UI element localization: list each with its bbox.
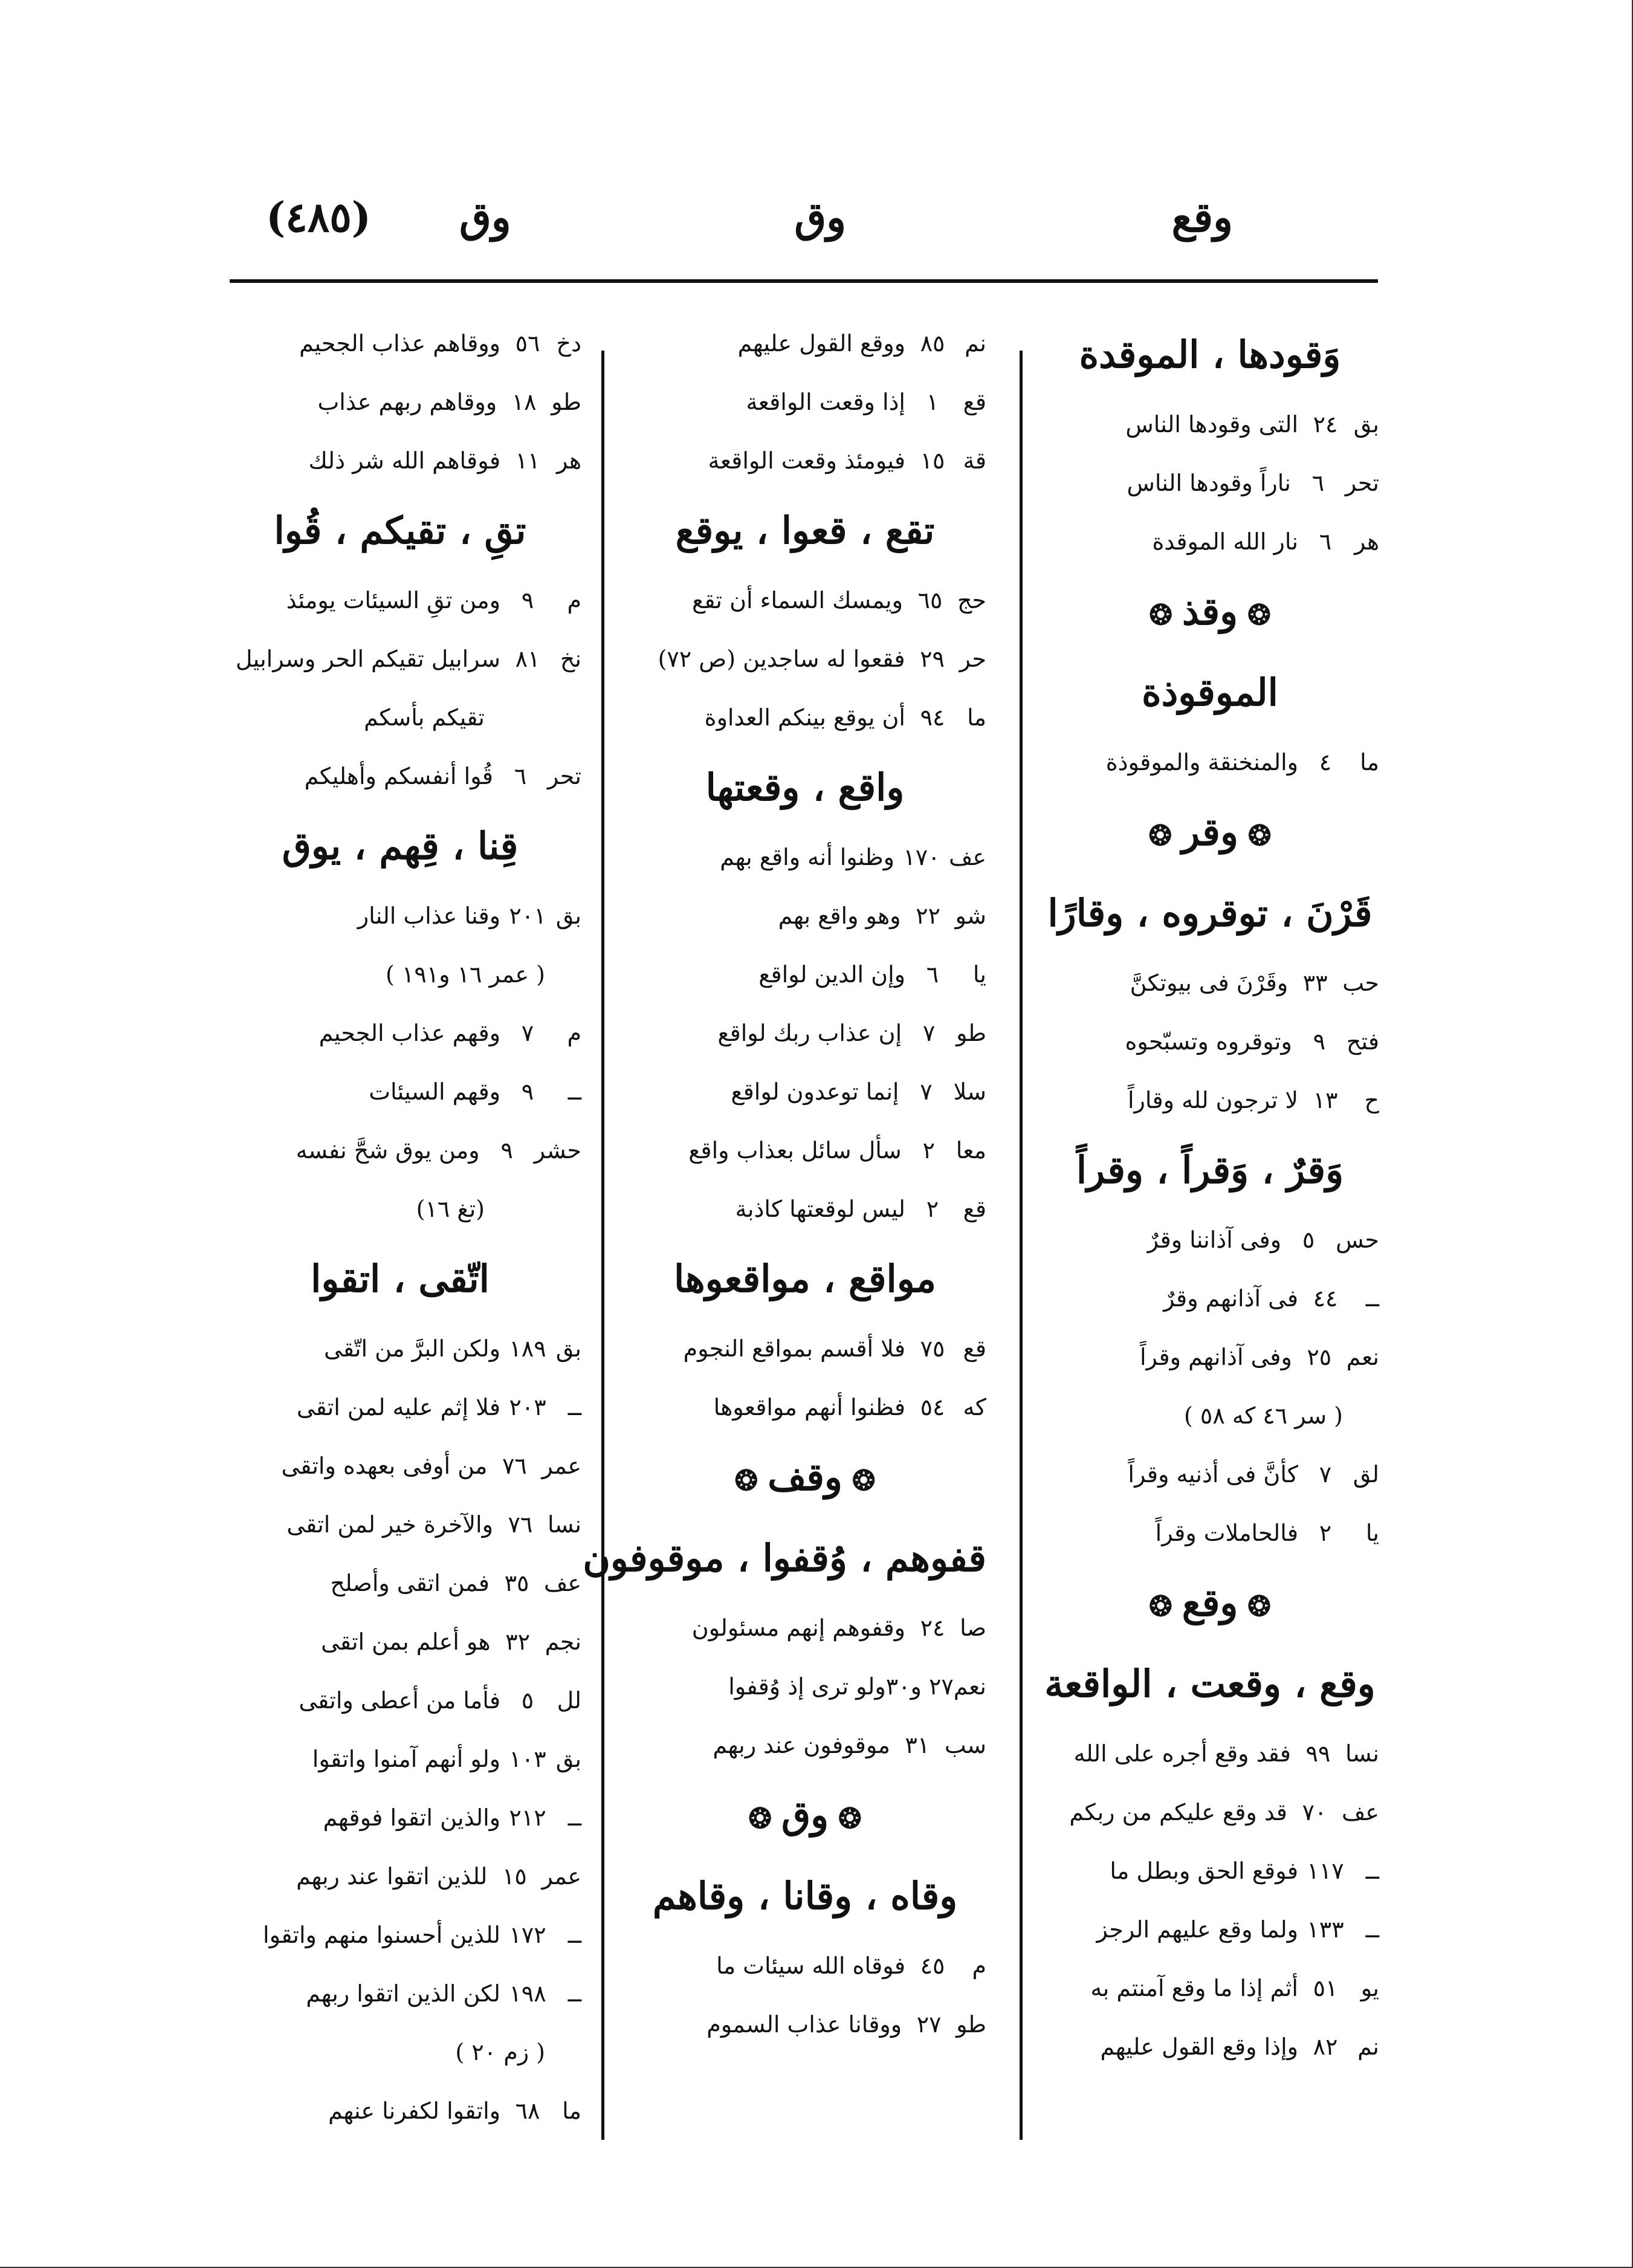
verse-number: ٧٥ bbox=[920, 1335, 945, 1362]
index-entry bbox=[624, 887, 986, 945]
index-entry bbox=[624, 945, 986, 1004]
surah-abbrev: ــ bbox=[568, 1394, 581, 1421]
verse-number: ٥٦ bbox=[515, 330, 540, 357]
surah-abbrev: قع bbox=[963, 1335, 986, 1362]
cross-reference-note: ( عمر ١٦ و١٩١ ) bbox=[386, 961, 545, 988]
verse-number: ١٣ bbox=[1313, 1087, 1338, 1113]
verse-number: ٦ bbox=[1311, 470, 1325, 496]
entry-text: ولو ترى إذ وُقفوا bbox=[728, 1673, 886, 1700]
ornament-icon: ❂ bbox=[1238, 819, 1272, 852]
surah-abbrev: عمر bbox=[542, 1863, 581, 1890]
verse-number: ٢٤ bbox=[1313, 411, 1338, 438]
entry-text: وقنا عذاب النار bbox=[357, 902, 500, 929]
index-entry bbox=[1041, 1211, 1379, 1269]
surah-abbrev: نم bbox=[965, 330, 986, 357]
surah-abbrev: حس bbox=[1336, 1226, 1379, 1253]
surah-abbrev: ح bbox=[1364, 1087, 1379, 1113]
index-entry bbox=[1041, 395, 1379, 454]
entry-text: ولو أنهم آمنوا واتقوا bbox=[312, 1746, 500, 1772]
index-entry bbox=[219, 432, 581, 490]
surah-abbrev: فتح bbox=[1346, 1028, 1379, 1055]
index-entry bbox=[624, 373, 986, 432]
entry-text: والمنخنقة والموقوذة bbox=[1105, 749, 1298, 776]
entry-text: فالحاملات وقراً bbox=[1155, 1520, 1298, 1546]
surah-abbrev: ــ bbox=[1365, 1858, 1379, 1884]
verse-number: ٩٩ bbox=[1305, 1740, 1331, 1767]
verse-number: ٨٢ bbox=[1313, 2033, 1338, 2060]
word-heading: مواقع ، مواقعوها bbox=[674, 1257, 936, 1301]
ornament-icon: ❂ bbox=[1238, 598, 1271, 631]
word-heading: اتّقى ، اتقوا bbox=[311, 1257, 490, 1301]
verse-number: ١١٧ bbox=[1307, 1858, 1344, 1884]
verse-number: ٧ bbox=[920, 1078, 933, 1105]
index-entry bbox=[219, 373, 581, 432]
column-divider-left bbox=[601, 351, 604, 2140]
surah-abbrev: قة bbox=[963, 447, 986, 474]
surah-abbrev: ــ bbox=[568, 1078, 581, 1105]
verse-number: ٣١ bbox=[905, 1732, 930, 1758]
surah-abbrev: طو bbox=[956, 1020, 986, 1046]
entry-text: ويمسك السماء أن تقع bbox=[691, 587, 903, 614]
verse-number: ٢٩ bbox=[920, 646, 945, 672]
entry-text: فوقع الحق وبطل ما bbox=[1110, 1858, 1298, 1884]
verse-number: ٦ bbox=[1319, 528, 1332, 555]
surah-abbrev: يا bbox=[972, 961, 986, 988]
index-entry bbox=[219, 314, 581, 373]
surah-abbrev: م bbox=[972, 1952, 986, 1979]
cross-reference-note: ( زم ٢٠ ) bbox=[455, 2039, 545, 2066]
index-entry bbox=[219, 1847, 581, 1906]
surah-abbrev: نعم bbox=[1346, 1344, 1379, 1370]
verse-number: ٦٥ bbox=[917, 587, 943, 614]
entry-text: هو أعلم بمن اتقى bbox=[321, 1628, 491, 1655]
index-entry bbox=[219, 1437, 581, 1495]
index-entry bbox=[219, 1730, 581, 1789]
index-entry bbox=[219, 1063, 581, 1121]
index-entry bbox=[1041, 954, 1379, 1012]
index-entry bbox=[219, 1121, 581, 1180]
surah-abbrev: قع bbox=[963, 389, 986, 415]
entry-text: وفى آذانهم وقراً bbox=[1139, 1344, 1292, 1370]
verse-number: ٤ bbox=[1319, 749, 1332, 776]
verse-number: ٩ bbox=[500, 1137, 513, 1164]
verse-number: ١٧٠ bbox=[903, 844, 940, 870]
verse-number: ٦ bbox=[926, 961, 939, 988]
entry-text: ووقانا عذاب السموم bbox=[707, 2011, 902, 2038]
index-entry bbox=[219, 1495, 581, 1554]
header-root-word-left: وق bbox=[459, 193, 511, 242]
surah-abbrev: ــ bbox=[1365, 1285, 1379, 1312]
surah-abbrev: لق bbox=[1353, 1461, 1379, 1488]
word-heading: تقِ ، تقيكم ، قُوا bbox=[274, 508, 526, 552]
entry-text: وقَرْنَ فى بيوتكنَّ bbox=[1130, 970, 1289, 996]
verse-number: ٧٦ bbox=[502, 1453, 527, 1479]
index-entry bbox=[1041, 1071, 1379, 1130]
verse-number: ١٥ bbox=[920, 447, 945, 474]
entry-text: وهو واقع بهم bbox=[778, 902, 901, 929]
index-entry bbox=[624, 1995, 986, 2054]
verse-number: ٦ bbox=[514, 763, 527, 789]
surah-abbrev: م bbox=[567, 587, 581, 614]
entry-text: كأنَّ فى أذنيه وقراً bbox=[1128, 1461, 1298, 1488]
verse-number: ٥ bbox=[521, 1687, 534, 1714]
entry-text: ومن تقِ السيئات يومئذ bbox=[286, 587, 500, 614]
index-entry bbox=[219, 1965, 581, 2023]
entry-text: للذين اتقوا عند ربهم bbox=[296, 1863, 488, 1890]
surah-abbrev: نسا bbox=[547, 1511, 581, 1538]
verse-number: ٨١ bbox=[515, 646, 540, 672]
verse-number: ٧٦ bbox=[508, 1511, 533, 1538]
index-entry bbox=[219, 747, 581, 806]
entry-text: أن يوقع بينكم العداوة bbox=[704, 704, 905, 731]
index-entry bbox=[624, 571, 986, 630]
surah-abbrev: ــ bbox=[568, 1980, 581, 2007]
header-rule bbox=[230, 279, 1378, 283]
surah-abbrev: طو bbox=[956, 2011, 986, 2038]
verse-number: ٤٤ bbox=[1313, 1285, 1338, 1312]
index-entry bbox=[1041, 1328, 1379, 1387]
verse-number: ١٠٣ bbox=[509, 1746, 546, 1772]
word-heading: وَقرٌ ، وَقراً ، وقراً bbox=[1076, 1148, 1344, 1192]
entry-text: للذين أحسنوا منهم واتقوا bbox=[263, 1922, 500, 1948]
entry-text: فى آذانهم وقرٌ bbox=[1163, 1285, 1298, 1312]
surah-abbrev: بق bbox=[555, 1746, 581, 1772]
word-heading: تقع ، قعوا ، يوقع bbox=[675, 508, 935, 552]
verse-number: ٧ bbox=[521, 1020, 534, 1046]
surah-abbrev: نم bbox=[1357, 2033, 1379, 2060]
verse-number: ٢٧ و٣٠ bbox=[885, 1673, 954, 1700]
entry-text: موقوفون عند ربهم bbox=[713, 1732, 890, 1758]
ornament-icon: ❂ bbox=[1238, 1590, 1271, 1622]
surah-abbrev: ــ bbox=[1365, 1916, 1379, 1943]
entry-text: من أوفى بعهده واتقى bbox=[281, 1453, 488, 1479]
entry-text: فلا أقسم بمواقع النجوم bbox=[683, 1335, 905, 1362]
verse-number: ٢ bbox=[1319, 1520, 1332, 1546]
verse-number: ٤٥ bbox=[920, 1952, 945, 1979]
ornament-icon: ❂ bbox=[842, 1464, 876, 1497]
index-entry bbox=[1041, 2018, 1379, 2076]
index-entry bbox=[1041, 1842, 1379, 1900]
entry-text: فيومئذ وقعت الواقعة bbox=[708, 447, 905, 474]
index-entry bbox=[624, 1063, 986, 1121]
verse-number: ٢ bbox=[922, 1137, 935, 1164]
entry-text: والآخرة خير لمن اتقى bbox=[286, 1511, 493, 1538]
word-heading: قفوهم ، وُقفوا ، موقوفون bbox=[583, 1536, 986, 1580]
index-entry bbox=[1041, 1783, 1379, 1842]
entry-text: والذين اتقوا فوقهم bbox=[323, 1804, 500, 1831]
surah-abbrev: صا bbox=[960, 1615, 986, 1641]
verse-number: ٢٠٣ bbox=[509, 1394, 546, 1421]
surah-abbrev: نجم bbox=[545, 1628, 581, 1655]
entry-text: وتوقروه وتسبّحوه bbox=[1125, 1028, 1292, 1055]
surah-abbrev: ــ bbox=[568, 1804, 581, 1831]
index-entry bbox=[624, 1004, 986, 1063]
index-entry bbox=[624, 1657, 986, 1716]
surah-abbrev: نعم bbox=[953, 1673, 986, 1700]
index-entry bbox=[219, 1320, 581, 1378]
verse-number: ١٨ bbox=[511, 389, 537, 415]
root-heading bbox=[624, 1775, 986, 1856]
verse-number: ٢ bbox=[926, 1196, 939, 1222]
entry-text: لا ترجون لله وقاراً bbox=[1127, 1087, 1298, 1113]
surah-abbrev: طو bbox=[551, 389, 581, 415]
surah-abbrev: دخ bbox=[556, 330, 581, 357]
surah-abbrev: حج bbox=[957, 587, 986, 614]
entry-text: فقد وقع أجره على الله bbox=[1073, 1740, 1291, 1767]
index-entry bbox=[624, 1937, 986, 1995]
entry-text: وظنوا أنه واقع بهم bbox=[720, 844, 894, 870]
root-heading bbox=[1041, 1563, 1379, 1644]
entry-text: ووقاهم ربهم عذاب bbox=[317, 389, 497, 415]
index-entry bbox=[624, 1378, 986, 1437]
verse-number: ٢٧ bbox=[916, 2011, 942, 2038]
entry-text: واتقوا لكفرنا عنهم bbox=[328, 2098, 500, 2124]
ornament-icon: ❂ bbox=[1148, 819, 1182, 852]
verse-number: ٢٢ bbox=[916, 902, 940, 929]
entry-text: ناراً وقودها الناس bbox=[1127, 470, 1291, 496]
entry-text: ليس لوقعتها كاذبة bbox=[735, 1196, 905, 1222]
verse-number: ٧٠ bbox=[1302, 1799, 1327, 1826]
root-word: وقع bbox=[1182, 1581, 1238, 1625]
root-word: وقف bbox=[768, 1455, 842, 1499]
verse-number: ٢٥ bbox=[1307, 1344, 1332, 1370]
ornament-icon: ❂ bbox=[829, 1802, 862, 1835]
surah-abbrev: ما bbox=[967, 704, 986, 731]
entry-text: وقهم عذاب الجحيم bbox=[319, 1020, 500, 1046]
entry-text: وإذا وقع القول عليهم bbox=[1100, 2033, 1298, 2060]
word-heading: وقع ، وقعت ، الواقعة bbox=[1044, 1662, 1376, 1706]
entry-text: فأما من أعطى واتقى bbox=[299, 1687, 500, 1714]
index-entry bbox=[624, 432, 986, 490]
word-heading: وَقودها ، الموقدة bbox=[1079, 332, 1341, 377]
surah-abbrev: نسا bbox=[1345, 1740, 1379, 1767]
surah-abbrev: تحر bbox=[547, 763, 581, 789]
entry-text: فوقاهم الله شر ذلك bbox=[308, 447, 500, 474]
entry-text: فقعوا له ساجدين (ص ٧٢) bbox=[658, 646, 905, 672]
word-heading: قِنا ، قِهم ، يوق bbox=[282, 824, 519, 868]
index-entry bbox=[624, 1716, 986, 1775]
root-heading bbox=[1041, 571, 1379, 652]
page-header bbox=[230, 193, 1378, 266]
entry-text: وقفوهم إنهم مسئولون bbox=[691, 1615, 905, 1641]
word-heading: قَرْنَ ، توقروه ، وقارًا bbox=[1047, 891, 1373, 935]
entry-text: قد وقع عليكم من ربكم bbox=[1069, 1799, 1287, 1826]
surah-abbrev: يا bbox=[1365, 1520, 1379, 1546]
surah-abbrev: عمر bbox=[542, 1453, 581, 1479]
index-entry bbox=[624, 630, 986, 688]
surah-abbrev: لل bbox=[557, 1687, 581, 1714]
index-entry bbox=[1041, 1445, 1379, 1504]
word-heading: واقع ، وقعتها bbox=[705, 765, 905, 809]
entry-text: لكن الذين اتقوا ربهم bbox=[306, 1980, 500, 2007]
index-entry bbox=[1041, 513, 1379, 571]
page-number: (٤٨٥) bbox=[266, 193, 371, 242]
surah-abbrev: سلا bbox=[953, 1078, 986, 1105]
column-divider-right bbox=[1020, 351, 1023, 2140]
entry-text: فمن اتقى وأصلح bbox=[330, 1570, 490, 1596]
entry-continuation: تقيكم بأسكم bbox=[364, 704, 485, 731]
verse-number: ٩٤ bbox=[920, 704, 945, 731]
index-entry bbox=[219, 1613, 581, 1671]
verse-number: ٥ bbox=[1302, 1226, 1315, 1253]
surah-abbrev: ما bbox=[562, 2098, 581, 2124]
verse-number: ٩ bbox=[1313, 1028, 1326, 1055]
index-entry bbox=[624, 1320, 986, 1378]
verse-number: ١٥ bbox=[502, 1863, 527, 1890]
verse-number: ١٩٨ bbox=[509, 1980, 546, 2007]
entry-text: ولما وقع عليهم الرجز bbox=[1096, 1916, 1298, 1943]
entry-text: ووقع القول عليهم bbox=[737, 330, 905, 357]
ornament-icon: ❂ bbox=[1149, 1590, 1182, 1622]
verse-number: ٣٢ bbox=[505, 1628, 530, 1655]
verse-number: ١٣٣ bbox=[1307, 1916, 1344, 1943]
verse-number: ٢١٢ bbox=[509, 1804, 546, 1831]
header-root-word-center: وق bbox=[794, 193, 846, 242]
entry-text: إن عذاب ربك لواقع bbox=[717, 1020, 902, 1046]
entry-text: ولكن البرَّ من اتّقى bbox=[324, 1335, 500, 1362]
ornament-icon: ❂ bbox=[748, 1802, 781, 1835]
ornament-icon: ❂ bbox=[734, 1464, 768, 1497]
surah-abbrev: عف bbox=[948, 844, 986, 870]
entry-continuation: (تغ ١٦) bbox=[416, 1196, 485, 1222]
surah-abbrev: معا bbox=[956, 1137, 986, 1164]
index-entry bbox=[1041, 1269, 1379, 1328]
index-entry bbox=[624, 314, 986, 373]
entry-text: فوقاه الله سيئات ما bbox=[716, 1952, 905, 1979]
index-entry bbox=[624, 1180, 986, 1239]
entry-text: وفى آذاننا وقرٌ bbox=[1147, 1226, 1282, 1253]
index-entry bbox=[624, 688, 986, 747]
surah-abbrev: سب bbox=[944, 1732, 986, 1758]
entry-text: قُوا أنفسكم وأهليكم bbox=[304, 763, 493, 789]
index-entry bbox=[219, 1671, 581, 1730]
entry-text: وقهم السيئات bbox=[369, 1078, 500, 1105]
surah-abbrev: حب bbox=[1342, 970, 1379, 996]
ornament-icon: ❂ bbox=[1149, 598, 1182, 631]
surah-abbrev: قع bbox=[963, 1196, 986, 1222]
verse-number: ١٧٢ bbox=[509, 1922, 546, 1948]
entry-text: نار الله الموقدة bbox=[1152, 528, 1298, 555]
index-entry bbox=[1041, 733, 1379, 792]
index-entry bbox=[219, 1789, 581, 1847]
entry-text: فظنوا أنهم مواقعوها bbox=[713, 1394, 905, 1421]
verse-number: ٥١ bbox=[1313, 1975, 1338, 2001]
surah-abbrev: يو bbox=[1360, 1975, 1379, 2001]
index-entry bbox=[219, 1378, 581, 1437]
verse-number: ٦٨ bbox=[515, 2098, 540, 2124]
index-entry bbox=[219, 2082, 581, 2140]
verse-number: ٣٣ bbox=[1302, 970, 1328, 996]
index-entry bbox=[1041, 1504, 1379, 1563]
surah-abbrev: بق bbox=[555, 1335, 581, 1362]
verse-number: ٥٤ bbox=[920, 1394, 945, 1421]
surah-abbrev: ــ bbox=[568, 1922, 581, 1948]
verse-number: ٣٥ bbox=[504, 1570, 529, 1596]
surah-abbrev: بق bbox=[555, 902, 581, 929]
index-entry bbox=[624, 1121, 986, 1180]
index-entry bbox=[219, 1004, 581, 1063]
surah-abbrev: حشر bbox=[534, 1137, 581, 1164]
header-root-word-right: وقع bbox=[1171, 193, 1233, 242]
verse-number: ٧ bbox=[922, 1020, 936, 1046]
root-heading bbox=[624, 1437, 986, 1518]
index-entry bbox=[219, 630, 581, 688]
entry-text: فلا إثم عليه لمن اتقى bbox=[296, 1394, 500, 1421]
index-entry bbox=[219, 1906, 581, 1965]
verse-number: ٢٠١ bbox=[509, 902, 546, 929]
surah-abbrev: م bbox=[567, 1020, 581, 1046]
entry-text: أثم إذا ما وقع آمنتم به bbox=[1090, 1975, 1298, 2001]
verse-number: ٩ bbox=[521, 587, 534, 614]
surah-abbrev: كه bbox=[963, 1394, 986, 1421]
surah-abbrev: هر bbox=[1354, 528, 1379, 555]
index-entry bbox=[624, 828, 986, 887]
surah-abbrev: عف bbox=[543, 1570, 581, 1596]
surah-abbrev: شو bbox=[955, 902, 986, 929]
root-word: وقذ bbox=[1182, 589, 1238, 633]
root-word: وقر bbox=[1182, 810, 1238, 854]
index-entry bbox=[1041, 1900, 1379, 1959]
entry-text: التى وقودها الناس bbox=[1125, 411, 1298, 438]
entry-text: ومن يوق شحَّ نفسه bbox=[296, 1137, 480, 1164]
surah-abbrev: نخ bbox=[560, 646, 581, 672]
index-entry bbox=[219, 1554, 581, 1613]
cross-reference-note: ( سر ٤٦ كه ٥٨ ) bbox=[1184, 1402, 1343, 1429]
surah-abbrev: بق bbox=[1353, 411, 1379, 438]
verse-number: ٢٤ bbox=[920, 1615, 945, 1641]
index-entry bbox=[624, 1599, 986, 1657]
column-right bbox=[1041, 314, 1379, 2076]
verse-number: ١٨٩ bbox=[509, 1335, 546, 1362]
root-word: وق bbox=[781, 1793, 829, 1837]
entry-text: وإن الدين لواقع bbox=[758, 961, 905, 988]
surah-abbrev: عف bbox=[1341, 1799, 1379, 1826]
index-entry bbox=[219, 887, 581, 945]
index-entry bbox=[1041, 1012, 1379, 1071]
root-heading bbox=[1041, 792, 1379, 873]
verse-number: ٨٥ bbox=[920, 330, 945, 357]
entry-text: إذا وقعت الواقعة bbox=[746, 389, 905, 415]
entry-text: سرابيل تقيكم الحر وسرابيل bbox=[235, 646, 500, 672]
verse-number: ١ bbox=[926, 389, 939, 415]
entry-text: ووقاهم عذاب الجحيم bbox=[299, 330, 500, 357]
verse-number: ٩ bbox=[521, 1078, 534, 1105]
entry-text: سأل سائل بعذاب واقع bbox=[688, 1137, 902, 1164]
index-entry bbox=[1041, 1725, 1379, 1783]
word-heading: وقاه ، وقانا ، وقاهم bbox=[652, 1874, 958, 1918]
index-entry bbox=[1041, 1959, 1379, 2018]
surah-abbrev: حر bbox=[959, 646, 986, 672]
index-entry bbox=[219, 571, 581, 630]
entry-text: إنما توعدون لواقع bbox=[731, 1078, 899, 1105]
surah-abbrev: تحر bbox=[1345, 470, 1379, 496]
surah-abbrev: هر bbox=[556, 447, 581, 474]
word-heading: الموقوذة bbox=[1142, 670, 1278, 714]
surah-abbrev: ما bbox=[1360, 749, 1379, 776]
index-entry bbox=[1041, 454, 1379, 513]
column-left bbox=[219, 314, 581, 2140]
verse-number: ١١ bbox=[515, 447, 540, 474]
column-middle bbox=[583, 314, 986, 2054]
verse-number: ٧ bbox=[1319, 1461, 1332, 1488]
